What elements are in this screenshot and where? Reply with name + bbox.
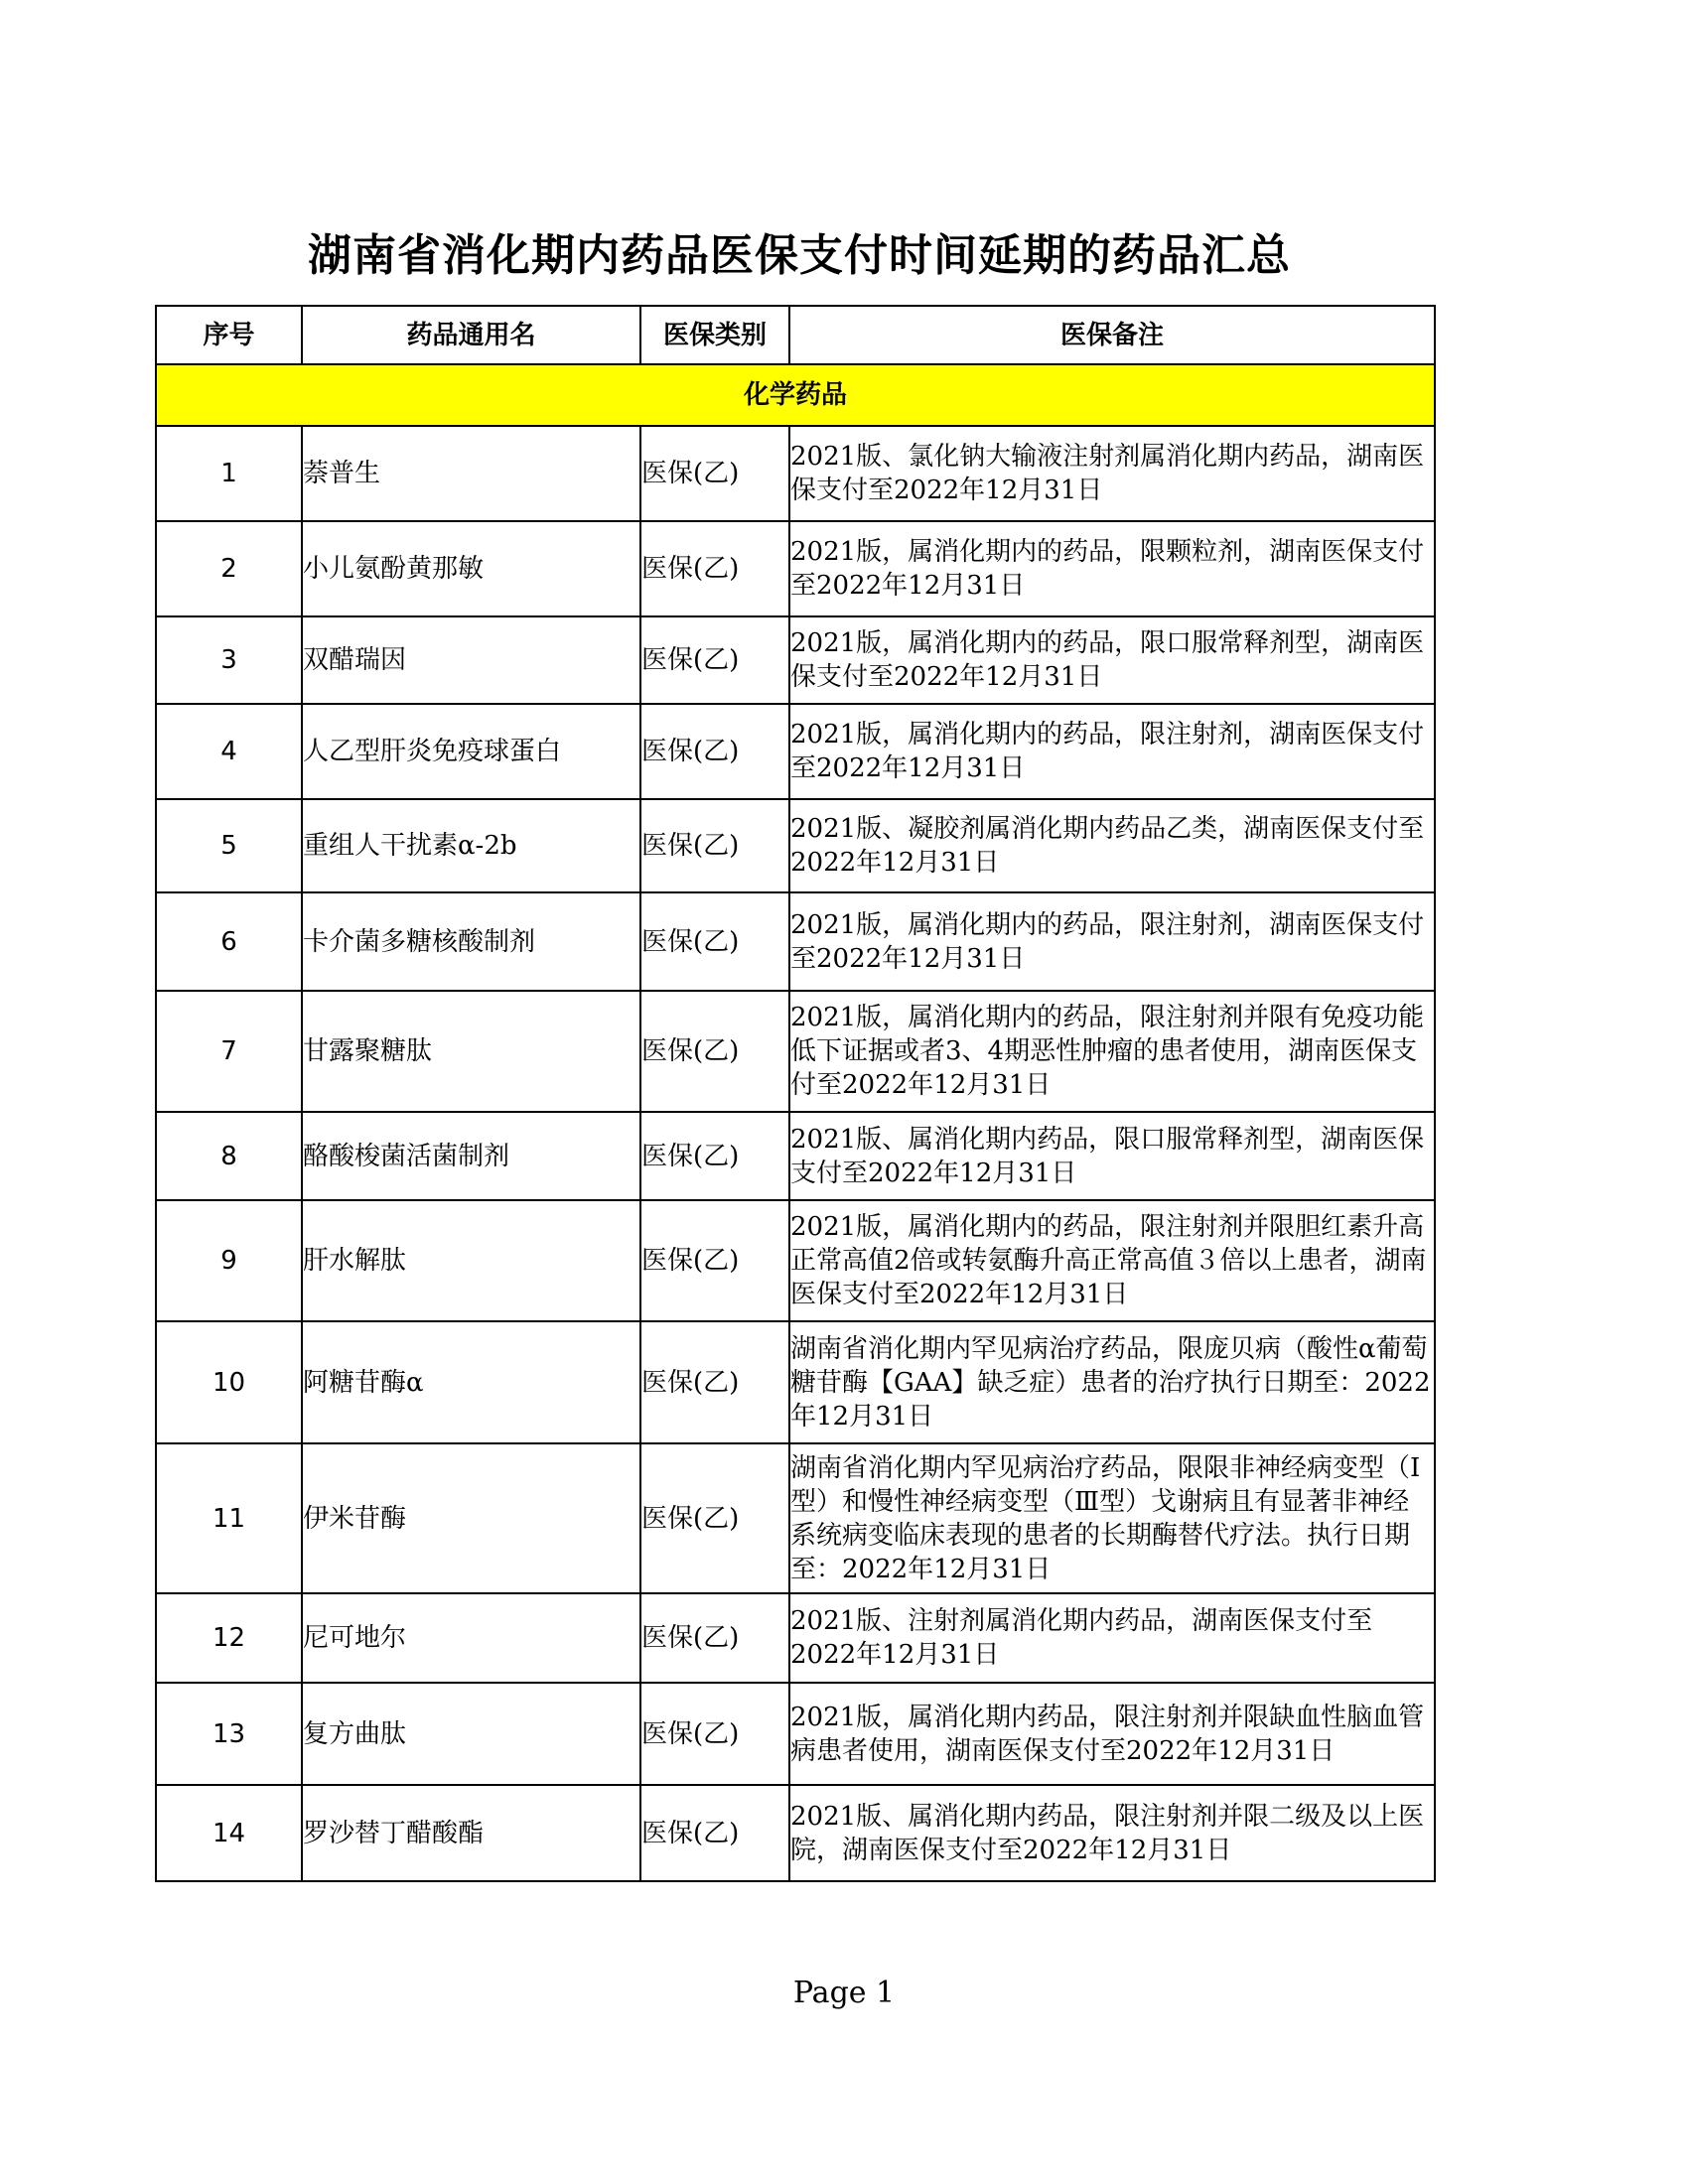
row-insurance-note: 湖南省消化期内罕见病治疗药品，限限非神经病变型（Ⅰ型）和慢性神经病变型（Ⅲ型）戈谢病且有显著非神经系统病变临床表现的患者的长期酶替代疗法。执行日期至：2022年12月31日 (789, 1443, 1435, 1593)
table-row (156, 1683, 1435, 1785)
table-header-row (156, 306, 1435, 364)
row-insurance-note: 2021版，属消化期内的药品，限注射剂并限有免疫功能低下证据或者3、4期恶性肿瘤的患者使用，湖南医保支付至2022年12月31日 (789, 991, 1435, 1112)
section-row (156, 364, 1435, 426)
row-insurance-note: 2021版、凝胶剂属消化期内药品乙类，湖南医保支付至2022年12月31日 (789, 799, 1435, 892)
row-insurance-category: 医保(乙) (640, 521, 789, 616)
document-title: 湖南省消化期内药品医保支付时间延期的药品汇总 (308, 230, 1291, 281)
row-insurance-category: 医保(乙) (640, 991, 789, 1112)
row-drug-name: 双醋瑞因 (302, 616, 640, 704)
row-serial-no: 7 (156, 991, 302, 1112)
drug-table (155, 305, 1436, 1882)
row-insurance-category: 医保(乙) (640, 799, 789, 892)
row-serial-no: 11 (156, 1443, 302, 1593)
row-insurance-note: 2021版、注射剂属消化期内药品，湖南医保支付至2022年12月31日 (789, 1593, 1435, 1683)
row-drug-name: 尼可地尔 (302, 1593, 640, 1683)
row-insurance-category: 医保(乙) (640, 426, 789, 521)
row-insurance-category: 医保(乙) (640, 1200, 789, 1321)
table-row (156, 1443, 1435, 1593)
row-insurance-note: 2021版，属消化期内药品，限注射剂并限缺血性脑血管病患者使用，湖南医保支付至2022年12月31日 (789, 1683, 1435, 1785)
row-serial-no: 3 (156, 616, 302, 704)
row-insurance-category: 医保(乙) (640, 892, 789, 991)
header-insurance-note: 医保备注 (789, 306, 1435, 364)
header-drug-name: 药品通用名 (302, 306, 640, 364)
row-drug-name: 酪酸梭菌活菌制剂 (302, 1112, 640, 1200)
row-drug-name: 人乙型肝炎免疫球蛋白 (302, 704, 640, 799)
page-number: Page 1 (792, 1976, 896, 2010)
row-insurance-note: 2021版，属消化期内的药品，限注射剂，湖南医保支付至2022年12月31日 (789, 704, 1435, 799)
row-insurance-category: 医保(乙) (640, 1112, 789, 1200)
row-serial-no: 6 (156, 892, 302, 991)
row-serial-no: 5 (156, 799, 302, 892)
section-title: 化学药品 (156, 364, 1435, 426)
row-drug-name: 肝水解肽 (302, 1200, 640, 1321)
table-row (156, 991, 1435, 1112)
table-row (156, 1200, 1435, 1321)
row-drug-name: 阿糖苷酶α (302, 1321, 640, 1443)
row-insurance-note: 2021版、属消化期内药品，限口服常释剂型，湖南医保支付至2022年12月31日 (789, 1112, 1435, 1200)
row-serial-no: 9 (156, 1200, 302, 1321)
table-row (156, 1593, 1435, 1683)
row-insurance-note: 湖南省消化期内罕见病治疗药品，限庞贝病（酸性α葡萄糖苷酶【GAA】缺乏症）患者的治疗执行日期至：2022年12月31日 (789, 1321, 1435, 1443)
row-drug-name: 罗沙替丁醋酸酯 (302, 1785, 640, 1881)
row-insurance-note: 2021版，属消化期内的药品，限注射剂并限胆红素升高正常高值2倍或转氨酶升高正常高值３倍以上患者，湖南医保支付至2022年12月31日 (789, 1200, 1435, 1321)
row-insurance-note: 2021版，属消化期内的药品，限口服常释剂型，湖南医保支付至2022年12月31日 (789, 616, 1435, 704)
row-drug-name: 复方曲肽 (302, 1683, 640, 1785)
row-insurance-category: 医保(乙) (640, 1683, 789, 1785)
row-serial-no: 2 (156, 521, 302, 616)
header-serial-no: 序号 (156, 306, 302, 364)
row-insurance-category: 医保(乙) (640, 616, 789, 704)
table-row (156, 704, 1435, 799)
table-row (156, 1321, 1435, 1443)
row-insurance-category: 医保(乙) (640, 1321, 789, 1443)
row-serial-no: 4 (156, 704, 302, 799)
table-row (156, 426, 1435, 521)
row-drug-name: 小儿氨酚黄那敏 (302, 521, 640, 616)
row-insurance-note: 2021版、氯化钠大输液注射剂属消化期内药品，湖南医保支付至2022年12月31日 (789, 426, 1435, 521)
table-row (156, 616, 1435, 704)
table-row (156, 1112, 1435, 1200)
row-insurance-category: 医保(乙) (640, 1593, 789, 1683)
row-drug-name: 重组人干扰素α-2b (302, 799, 640, 892)
row-serial-no: 1 (156, 426, 302, 521)
row-drug-name: 萘普生 (302, 426, 640, 521)
row-insurance-category: 医保(乙) (640, 704, 789, 799)
table-row (156, 521, 1435, 616)
row-insurance-note: 2021版，属消化期内的药品，限颗粒剂，湖南医保支付至2022年12月31日 (789, 521, 1435, 616)
row-insurance-note: 2021版、属消化期内药品，限注射剂并限二级及以上医院，湖南医保支付至2022年12月31日 (789, 1785, 1435, 1881)
header-insurance-category: 医保类别 (640, 306, 789, 364)
table-row (156, 799, 1435, 892)
table-row (156, 892, 1435, 991)
row-drug-name: 伊米苷酶 (302, 1443, 640, 1593)
row-insurance-category: 医保(乙) (640, 1443, 789, 1593)
row-drug-name: 甘露聚糖肽 (302, 991, 640, 1112)
row-serial-no: 12 (156, 1593, 302, 1683)
row-insurance-note: 2021版，属消化期内的药品，限注射剂，湖南医保支付至2022年12月31日 (789, 892, 1435, 991)
row-serial-no: 14 (156, 1785, 302, 1881)
row-insurance-category: 医保(乙) (640, 1785, 789, 1881)
row-serial-no: 10 (156, 1321, 302, 1443)
table-row (156, 1785, 1435, 1881)
row-drug-name: 卡介菌多糖核酸制剂 (302, 892, 640, 991)
row-serial-no: 8 (156, 1112, 302, 1200)
row-serial-no: 13 (156, 1683, 302, 1785)
